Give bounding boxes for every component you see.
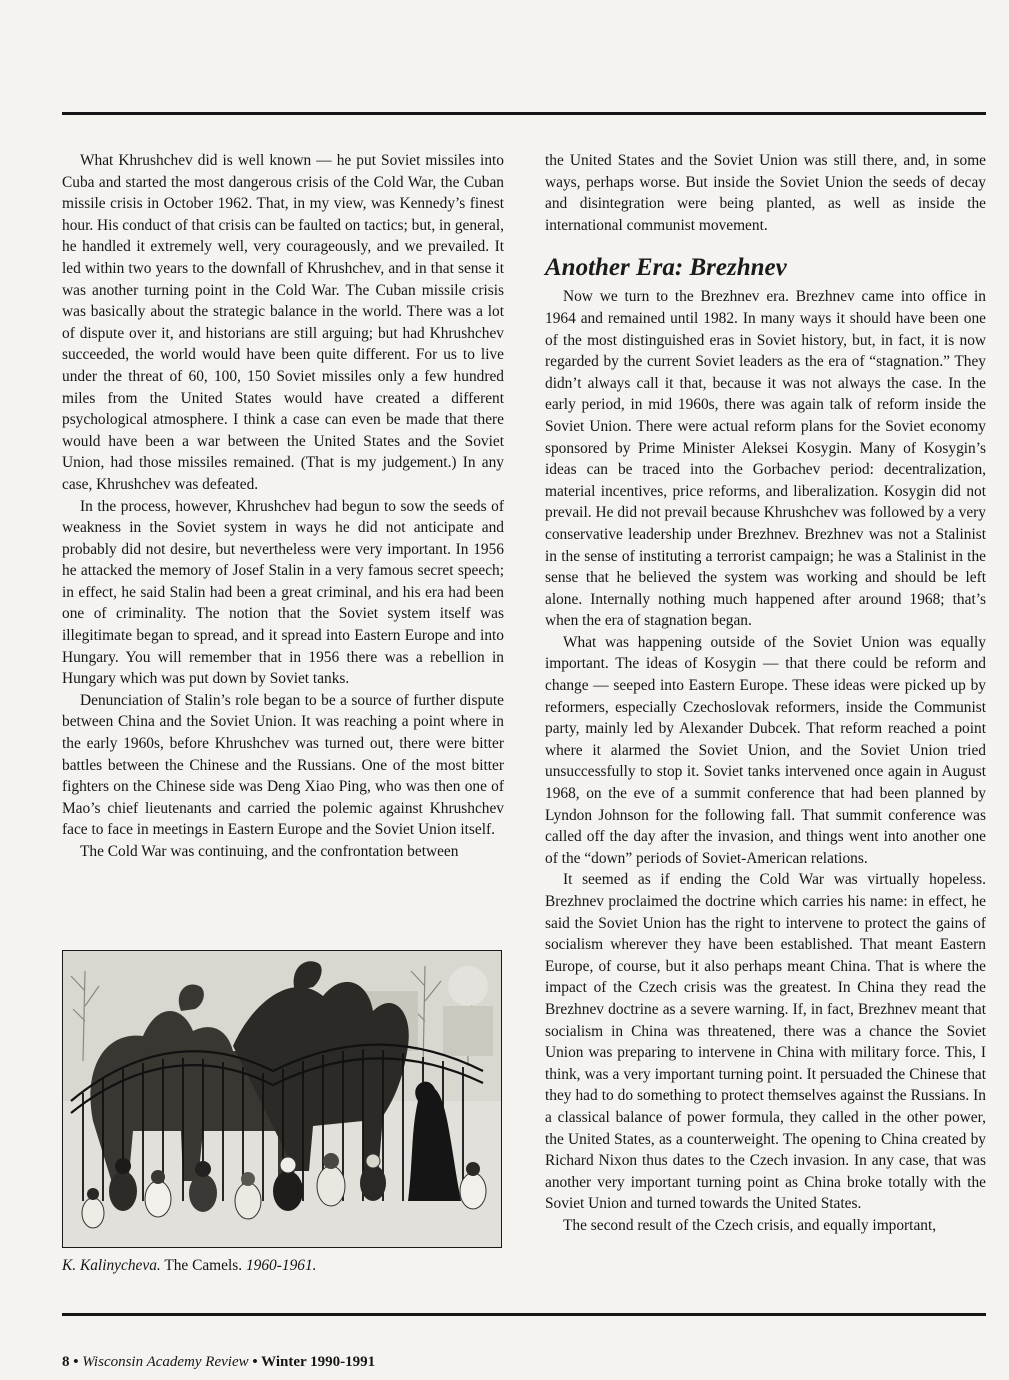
right-column (545, 150, 986, 1237)
caption-artist: K. Kalinycheva. (62, 1257, 161, 1274)
left-column (62, 150, 504, 863)
paragraph: What was happening outside of the Soviet Union was equally important. The ideas of Kosygin — that there could be reform and change — seeped into Eastern Europe. These ideas were picked up by reformers, especially Czechoslovak reformers, inside the Communist party, mainly led by Alexander Dubcek. That reform reached a point where it alarmed the Soviet Union, and the Soviet Union tried unsuccessfully to stop it. Soviet tanks intervened once again in August 1968, on the eve of a summit conference that had been planned by Lyndon Johnson for the following fall. That summit conference was called off the day after the invasion, and things went into another one of the “down” periods of Soviet-American relations. (545, 633, 986, 867)
paragraph: Denunciation of Stalin’s role began to be a source of further dispute between China and the Soviet Union. It was reaching a point where in the early 1960s, before Khrushchev was turned out, there were bitter battles between the Chinese and the Russians. One of the most bitter fighters on the Chinese side was Deng Xiao Ping, who was then one of Mao’s chief lieutenants and carried the polemic against Khrushchev face to face in meetings in Eastern Europe and the Soviet Union itself. (62, 691, 504, 839)
illustration-camels (62, 950, 502, 1248)
camels-artwork (63, 951, 501, 1247)
publication-name: Wisconsin Academy Review (82, 1354, 249, 1370)
footer-bullet: • (252, 1354, 258, 1370)
issue-date: Winter 1990-1991 (261, 1354, 376, 1370)
paragraph: the United States and the Soviet Union was still there, and, in some ways, perhaps worse. But inside the Soviet Union the seeds of decay and disintegration were being planted, as well as inside the international communist movement. (545, 152, 986, 234)
paragraph: The second result of the Czech crisis, and equally important, (563, 1216, 937, 1234)
paragraph: In the process, however, Khrushchev had begun to sow the seeds of weakness in the Soviet system in ways he did not anticipate and probably did not desire, but nevertheless were very important. In 1956 he attacked the memory of Josef Stalin in a very famous secret speech; in effect, he said Stalin had been a great criminal, and his era had been one of criminality. The notion that the Soviet system itself was illegitimate began to spread, and it spread into Eastern Europe and into Hungary. You will remember that in 1956 there was a rebellion in Hungary which was put down by Soviet tanks. (62, 497, 504, 688)
top-rule (62, 112, 986, 115)
paragraph: The Cold War was continuing, and the confrontation between (80, 843, 459, 860)
caption-title: The Camels. (164, 1257, 243, 1274)
section-heading: Another Era: Brezhnev (545, 254, 787, 282)
footer-bullet: • (73, 1354, 79, 1370)
page-number: 8 (62, 1354, 70, 1370)
figure-caption (62, 1256, 504, 1276)
page-footer (62, 1352, 375, 1372)
paragraph: What Khrushchev did is well known — he put Soviet missiles into Cuba and started the most dangerous crisis of the Cold War, the Cuban missile crisis in October 1962. That, in my view, was Kennedy’s finest hour. His conduct of that crisis can be faulted on tactics; but, in general, he handled it extremely well, very courageously, and we prevailed. It led within two years to the downfall of Khrushchev, and in that sense it was another turning point in the Cold War. The Cuban missile crisis was basically about the strategic balance in the world. There was a lot of dispute over it, and historians are still arguing; but had Khrushchev succeeded, the world would have been quite different. For us to live under the threat of 60, 100, 150 Soviet missiles only a few hundred miles from the United States would have created a different psychological atmosphere. I think a case can even be made that there would have been a war between the United States and the Soviet Union, had those missiles remained. (That is my judgement.) In any case, Khrushchev was defeated. (62, 152, 504, 493)
bottom-rule (62, 1313, 986, 1316)
paragraph: It seemed as if ending the Cold War was virtually hopeless. Brezhnev proclaimed the doctrine which carries his name: in effect, he said the Soviet Union has the right to intervene to protect the gains of socialism wherever they have been established. That meant Eastern Europe, of course, but it also perhaps meant China. That is where the impact of the Czech crisis was the greatest. In China they read the Brezhnev doctrine as a severe warning. If, in fact, Brezhnev meant that socialism in China was threatened, there was a chance the Soviet Union was preparing to intervene in China with military force. This, I think, was a very important turning point. It persuaded the Chinese that they had to do something to protect themselves against the Russians. In a classical balance of power formula, they called in the other power, the United States, as a counterweight. The opening to China created by Richard Nixon thus dates to the Czech invasion. In any case, that was another very important turning point as China broke totally with the Soviet Union and turned towards the United States. (545, 871, 986, 1213)
paragraph: Now we turn to the Brezhnev era. Brezhnev came into office in 1964 and remained until 1982. In many ways it should have been one of the most distinguished eras in Soviet history, but, in fact, it is now regarded by the current Soviet leaders as the era of “stagnation.” They didn’t always call it that, because it was not always the case. In the early period, in mid 1960s, there was again talk of reform inside the Soviet Union. There were actual reform plans for the Soviet economy sponsored by Prime Minister Aleksei Kosygin. Many of Kosygin’s ideas can be traced into the Gorbachev period: decentralization, material incentives, price reforms, and liberalization. Kosygin did not prevail. He did not prevail because Khrushchev was followed by a very conservative leadership under Brezhnev. Brezhnev was not a Stalinist in the sense of instituting a terrorist campaign; he was a Stalinist in the sense that he believed the system was working and should be left alone. Internally nothing much happened after around 1968; that’s when the era of stagnation began. (545, 288, 986, 630)
caption-years: 1960-1961. (245, 1257, 317, 1274)
